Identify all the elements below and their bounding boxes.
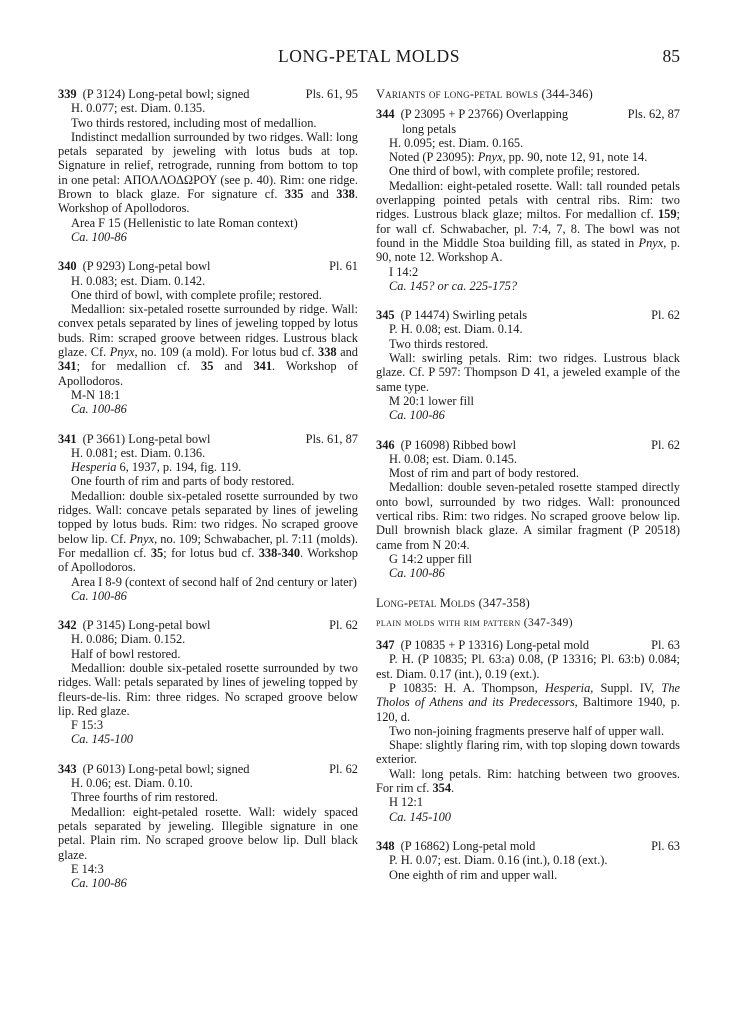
entry-plates: Pl. 63 — [651, 838, 680, 853]
section-heading-variants: Variants of long-petal bowls (344-346) — [376, 87, 593, 101]
section-heading-molds: Long-petal Molds (347-358) — [376, 595, 530, 610]
entry-restoration: Two thirds restored. — [389, 336, 489, 351]
entry-heading — [58, 259, 358, 273]
catalog-entry-346 — [376, 438, 680, 581]
cross-reference[interactable]: 341 — [253, 359, 273, 374]
entry-context: G 14:2 upper fill — [389, 551, 472, 566]
entry-restoration: One third of bowl, with complete profile; restored. — [389, 164, 640, 179]
cross-reference[interactable]: 338 — [318, 345, 337, 360]
entry-context: H 12:1 — [389, 795, 424, 810]
cross-reference[interactable]: 338-340 — [258, 545, 301, 560]
entry-dimensions: P. H. (P 10835; Pl. 63:a) 0.08, (P 13316; Pl. 63:b) 0.084; est. Diam. 0.17 (int.), 0.19 (ext.). — [376, 652, 680, 681]
entry-plates: Pl. 63 — [651, 638, 680, 653]
entry-date: Ca. 145-100 — [389, 809, 451, 824]
entry-publication: Hesperia 6, 1937, p. 194, fig. 119. — [71, 460, 242, 475]
running-head-title: LONG-PETAL MOLDS — [277, 46, 461, 66]
entry-plates: Pls. 62, 87 — [627, 107, 680, 122]
entry-restoration: Half of bowl restored. — [71, 646, 181, 661]
catalog-entry-340 — [58, 259, 358, 416]
entry-context: I 14:2 — [389, 264, 419, 279]
entry-restoration: Two non-joining fragments preserve half of upper wall. — [389, 723, 665, 738]
entry-description: Medallion: double seven-petaled rosette stamped directly onto bowl, surrounded by two ridges. Wall: pronounced vertical ribs. Rim: two ridges. No scraped groove below lip. Dull brownish black glaze. A similar fragment (P 20518) came from N 20:4. — [376, 480, 680, 552]
entry-number: 340 — [58, 259, 77, 274]
entry-heading — [376, 308, 680, 322]
catalog-entry-344 — [376, 107, 680, 293]
entry-restoration: One fourth of rim and parts of body restored. — [71, 474, 295, 489]
entry-number: 348 — [376, 838, 395, 853]
subsection-heading-plain-molds: plain molds with rim pattern (347-349) — [376, 616, 573, 629]
entry-heading — [58, 618, 358, 632]
cross-reference[interactable]: 35 — [150, 545, 164, 560]
entry-restoration: Three fourths of rim restored. — [71, 790, 218, 805]
entry-date: Ca. 145-100 — [71, 732, 133, 747]
entry-plates: Pl. 62 — [329, 761, 358, 776]
entry-plates: Pls. 61, 87 — [305, 431, 358, 446]
entry-title: (P 16862) Long-petal mold — [400, 838, 536, 853]
entry-date: Ca. 100-86 — [389, 566, 445, 581]
entry-dimensions: H. 0.06; est. Diam. 0.10. — [71, 776, 193, 791]
catalog-entry-348 — [376, 839, 680, 882]
entry-number: 343 — [58, 761, 77, 776]
catalog-entry-345 — [376, 308, 680, 422]
entry-date: Ca. 100-86 — [389, 408, 445, 423]
catalog-entry-342 — [58, 618, 358, 747]
entry-heading — [376, 438, 680, 452]
entry-title: (P 23095 + P 23766) Overlapping — [400, 107, 569, 122]
entry-number: 342 — [58, 618, 77, 633]
entry-title: (P 14474) Swirling petals — [400, 308, 528, 323]
entry-dimensions: H. 0.095; est. Diam. 0.165. — [389, 135, 524, 150]
entry-description: Medallion: double six-petaled rosette surrounded by two ridges. Wall: petals separated by lines of jeweling topped by fleurs-de-lis. Rim: three ridges. No scraped groove below lip. Red glaze. — [58, 660, 358, 718]
entry-plates: Pl. 61 — [329, 259, 358, 274]
entry-number: 345 — [376, 308, 395, 323]
entry-restoration: One eighth of rim and upper wall. — [389, 867, 558, 882]
entry-dimensions: H. 0.077; est. Diam. 0.135. — [71, 101, 206, 116]
entry-noted: Noted (P 23095): Pnyx, pp. 90, note 12, 91, note 14. — [389, 150, 648, 165]
entry-restoration: Most of rim and part of body restored. — [389, 466, 579, 481]
entry-number: 341 — [58, 431, 77, 446]
entry-title: (P 3661) Long-petal bowl — [82, 431, 211, 446]
right-column — [376, 87, 680, 897]
entry-plates: Pls. 61, 95 — [305, 87, 358, 101]
entry-restoration: One third of bowl, with complete profile; restored. — [71, 287, 322, 302]
entry-plates: Pl. 62 — [651, 437, 680, 452]
entry-publication: P 10835: H. A. Thompson, Hesperia, Suppl. IV, The Tholos of Athens and its Predecessors, Baltimore 1940, p. 120, d. — [376, 680, 681, 724]
entry-heading — [376, 638, 680, 652]
entry-description: Wall: swirling petals. Rim: two ridges. Lustrous black glaze. Cf. P 597: Thompson D 41, a jeweled example of the same type. — [376, 351, 680, 394]
entry-context: E 14:3 — [71, 861, 104, 876]
left-column — [58, 87, 358, 905]
entry-heading — [58, 87, 358, 101]
entry-context: M 20:1 lower fill — [389, 393, 475, 408]
entry-heading — [376, 839, 680, 853]
entry-title: (P 3124) Long-petal bowl; signed — [82, 87, 250, 101]
entry-context: F 15:3 — [71, 718, 104, 733]
entry-number: 344 — [376, 107, 395, 122]
entry-shape: Shape: slightly flaring rim, with top sloping down towards exterior. — [376, 738, 680, 767]
catalog-entry-341 — [58, 432, 358, 604]
cross-reference[interactable]: 338 — [336, 187, 355, 202]
catalog-entry-343 — [58, 762, 358, 891]
entry-number: 346 — [376, 437, 395, 452]
entry-title: (P 10835 + P 13316) Long-petal mold — [400, 638, 590, 653]
entry-dimensions: P. H. 0.07; est. Diam. 0.16 (int.), 0.18 (ext.). — [389, 853, 608, 868]
entry-title: (P 6013) Long-petal bowl; signed — [82, 761, 250, 776]
catalog-entry-347 — [376, 638, 680, 824]
entry-plates: Pl. 62 — [329, 618, 358, 633]
entry-description: Medallion: eight-petaled rosette. Wall: widely spaced petals separated by jeweling. Illegible signature in one petal. Plain rim. No scraped groove below lip. Dull black glaze. — [58, 804, 358, 862]
entry-description: Medallion: eight-petaled rosette. Wall: tall rounded petals overlapping pointed petals with central ribs. Rim: two ridges. Lustrous black glaze; miltos. For medallion cf. 159; for wall cf. Schwabacher, pl. 7:4, 7, 8. The bowl was not found in the Middle Stoa building fill, as stated in Pnyx, p. 90, note 12. Workshop A. — [376, 178, 680, 265]
entry-context: M-N 18:1 — [71, 387, 121, 402]
entry-date: Ca. 100-86 — [71, 876, 127, 891]
entry-heading — [58, 762, 358, 776]
entry-heading — [58, 432, 358, 446]
entry-description: Indistinct medallion surrounded by two ridges. Wall: long petals separated by jeweling with lotus buds at top. Signature in relief, retrograde, running from bottom to top in one petal: ΑΠΟΛΛΟΔΩΡΟΥ (see p. 40). Rim: one ridge. Brown to black glaze. For signature cf. 335 and 338. Workshop of Apollodoros. — [58, 129, 358, 216]
running-head — [58, 46, 680, 70]
entry-dimensions: H. 0.08; est. Diam. 0.145. — [389, 451, 518, 466]
cross-reference[interactable]: 341 — [58, 359, 77, 374]
entry-date: Ca. 145? or ca. 225-175? — [389, 278, 518, 293]
entry-context: Area F 15 (Hellenistic to late Roman context) — [71, 215, 298, 230]
entry-number: 347 — [376, 638, 395, 653]
entry-title: (P 16098) Ribbed bowl — [400, 437, 517, 452]
entry-restoration: Two thirds restored, including most of medallion. — [71, 115, 317, 130]
entry-date: Ca. 100-86 — [71, 402, 127, 417]
entry-context: Area I 8-9 (context of second half of 2nd century or later) — [71, 574, 357, 589]
entry-dimensions: H. 0.081; est. Diam. 0.136. — [71, 445, 206, 460]
cross-reference[interactable]: 35 — [201, 359, 214, 374]
cross-reference[interactable]: 159 — [657, 207, 677, 222]
entry-dimensions: P. H. 0.08; est. Diam. 0.14. — [389, 322, 523, 337]
entry-plates: Pl. 62 — [651, 308, 680, 323]
entry-dimensions: H. 0.086; Diam. 0.152. — [71, 632, 186, 647]
entry-title: (P 3145) Long-petal bowl — [82, 618, 211, 633]
cross-reference[interactable]: 354 — [432, 781, 452, 796]
entry-description: Medallion: double six-petaled rosette surrounded by two ridges. Wall: concave petals separated by lines of jeweling topped by lotus buds. Rim: two ridges. No scraped groove below lip. Cf. Pnyx, no. 109; Schwabacher, pl. 7:11 (molds). For medallion cf. 35; for lotus bud cf. 338-340. Workshop of Apollodoros. — [58, 488, 358, 575]
entry-description: Medallion: six-petaled rosette surrounded by ridge. Wall: convex petals separated by lines of jeweling topped by lotus buds. Rim: scraped groove between ridges. Lustrous black glaze. Cf. Pnyx, no. 109 (a mold). For lotus bud cf. 338 and 341; for medallion cf. 35 and 341. Workshop of Apollodoros. — [58, 302, 358, 388]
page-number: 85 — [662, 46, 680, 66]
entry-date: Ca. 100-86 — [71, 588, 127, 603]
entry-date: Ca. 100-86 — [71, 229, 127, 244]
entry-description: Wall: long petals. Rim: hatching between two grooves. For rim cf. 354. — [376, 766, 680, 796]
cross-reference[interactable]: 335 — [284, 187, 304, 202]
entry-heading — [376, 107, 680, 121]
entry-title-continued: long petals — [402, 121, 457, 136]
entry-number: 339 — [58, 87, 77, 101]
entry-title: (P 9293) Long-petal bowl — [82, 259, 211, 274]
catalog-entry-339 — [58, 87, 358, 244]
entry-dimensions: H. 0.083; est. Diam. 0.142. — [71, 273, 206, 288]
